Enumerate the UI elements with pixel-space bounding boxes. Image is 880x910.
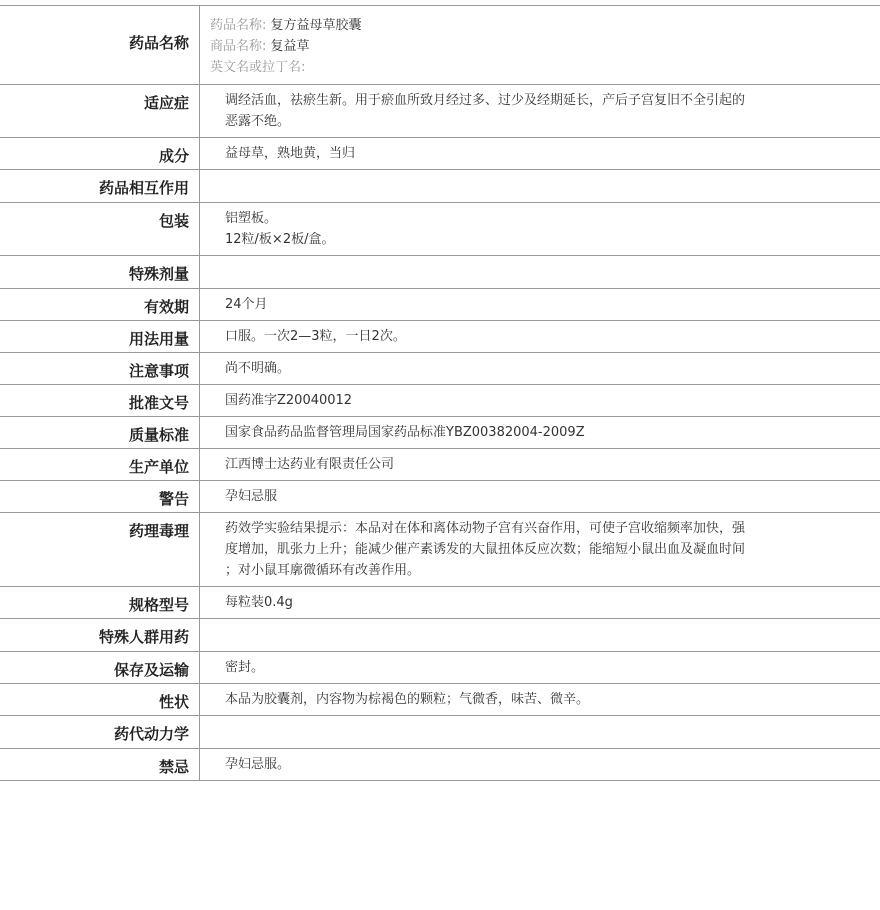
row-value bbox=[200, 587, 880, 618]
row-value bbox=[200, 138, 880, 169]
row-drug-name bbox=[0, 6, 880, 85]
spec-row bbox=[0, 619, 880, 652]
row-label: 药品相互作用 bbox=[0, 170, 200, 202]
spec-row bbox=[0, 353, 880, 385]
row-label: 质量标准 bbox=[0, 417, 200, 448]
spec-row bbox=[0, 203, 880, 256]
row-value bbox=[200, 619, 880, 651]
value-line: 24个月 bbox=[225, 297, 268, 312]
spec-row bbox=[0, 652, 880, 684]
generic-name-value: 复方益母草胶囊 bbox=[270, 18, 362, 33]
value-line: 度增加，肌张力上升；能减少催产素诱发的大鼠扭体反应次数；能缩短小鼠出血及凝血时间 bbox=[225, 542, 746, 557]
spec-row bbox=[0, 684, 880, 716]
value-line: 口服。一次2—3粒，一日2次。 bbox=[225, 329, 406, 344]
row-label: 成分 bbox=[0, 138, 200, 169]
value-line: 尚不明确。 bbox=[225, 361, 291, 376]
spec-row bbox=[0, 449, 880, 481]
row-label: 规格型号 bbox=[0, 587, 200, 618]
row-label: 性状 bbox=[0, 684, 200, 715]
value-line: 每粒装0.4g bbox=[225, 595, 293, 610]
spec-row bbox=[0, 587, 880, 619]
row-value bbox=[200, 684, 880, 715]
drug-spec-table bbox=[0, 5, 880, 781]
english-name-line bbox=[210, 57, 860, 78]
row-value bbox=[200, 353, 880, 384]
value-line: 益母草，熟地黄，当归 bbox=[225, 146, 356, 161]
spec-row bbox=[0, 85, 880, 138]
row-label: 适应症 bbox=[0, 85, 200, 137]
row-label: 禁忌 bbox=[0, 749, 200, 780]
row-value bbox=[200, 385, 880, 416]
spec-row bbox=[0, 385, 880, 417]
english-name-label: 英文名或拉丁名: bbox=[210, 60, 306, 75]
spec-row bbox=[0, 716, 880, 749]
row-label: 注意事项 bbox=[0, 353, 200, 384]
value-line: 孕妇忌服 bbox=[225, 489, 278, 504]
value-line: 密封。 bbox=[225, 660, 265, 675]
value-line: 12粒/板×2板/盒。 bbox=[225, 232, 335, 247]
value-line: 药效学实验结果提示：本品对在体和离体动物子宫有兴奋作用，可使子宫收缩频率加快，强 bbox=[225, 521, 746, 536]
value-line: 国家食品药品监督管理局国家药品标准YBZ00382004-2009Z bbox=[225, 425, 585, 440]
row-value bbox=[200, 449, 880, 480]
value-line: 铝塑板。 bbox=[225, 211, 278, 226]
row-value bbox=[200, 170, 880, 202]
row-label: 药理毒理 bbox=[0, 513, 200, 586]
row-label: 特殊人群用药 bbox=[0, 619, 200, 651]
spec-row bbox=[0, 289, 880, 321]
row-label: 特殊剂量 bbox=[0, 256, 200, 288]
spec-row bbox=[0, 170, 880, 203]
generic-name-label: 药品名称: bbox=[210, 18, 267, 33]
trade-name-value: 复益草 bbox=[270, 39, 310, 54]
spec-row bbox=[0, 321, 880, 353]
value-line: 国药准字Z20040012 bbox=[225, 393, 353, 408]
row-label: 生产单位 bbox=[0, 449, 200, 480]
spec-row bbox=[0, 481, 880, 513]
spec-row bbox=[0, 417, 880, 449]
generic-name-line bbox=[210, 15, 860, 36]
row-value bbox=[200, 85, 880, 137]
row-label: 用法用量 bbox=[0, 321, 200, 352]
spec-row bbox=[0, 513, 880, 587]
row-value bbox=[200, 256, 880, 288]
row-label: 包装 bbox=[0, 203, 200, 255]
row-label: 有效期 bbox=[0, 289, 200, 320]
row-value bbox=[200, 513, 880, 586]
row-label: 警告 bbox=[0, 481, 200, 512]
value-line: 孕妇忌服。 bbox=[225, 757, 291, 772]
row-label: 药品名称 bbox=[0, 6, 200, 84]
spec-row bbox=[0, 256, 880, 289]
value-line: 调经活血，祛瘀生新。用于瘀血所致月经过多、过少及经期延长，产后子宫复旧不全引起的 bbox=[225, 93, 746, 108]
row-value bbox=[200, 321, 880, 352]
row-value bbox=[200, 417, 880, 448]
trade-name-line bbox=[210, 36, 860, 57]
row-value bbox=[200, 716, 880, 748]
spec-row bbox=[0, 749, 880, 781]
row-label: 批准文号 bbox=[0, 385, 200, 416]
row-label: 保存及运输 bbox=[0, 652, 200, 683]
row-value bbox=[200, 203, 880, 255]
value-line: 本品为胶囊剂，内容物为棕褐色的颗粒；气微香，味苦、微辛。 bbox=[225, 692, 590, 707]
row-value bbox=[200, 6, 880, 84]
spec-rows bbox=[0, 85, 880, 781]
row-value bbox=[200, 481, 880, 512]
value-line: 江西博士达药业有限责任公司 bbox=[225, 457, 395, 472]
value-line: ；对小鼠耳廓微循环有改善作用。 bbox=[225, 563, 421, 578]
row-label: 药代动力学 bbox=[0, 716, 200, 748]
row-value bbox=[200, 289, 880, 320]
row-value bbox=[200, 749, 880, 780]
row-value bbox=[200, 652, 880, 683]
trade-name-label: 商品名称: bbox=[210, 39, 267, 54]
value-line: 恶露不绝。 bbox=[225, 114, 291, 129]
spec-row bbox=[0, 138, 880, 170]
